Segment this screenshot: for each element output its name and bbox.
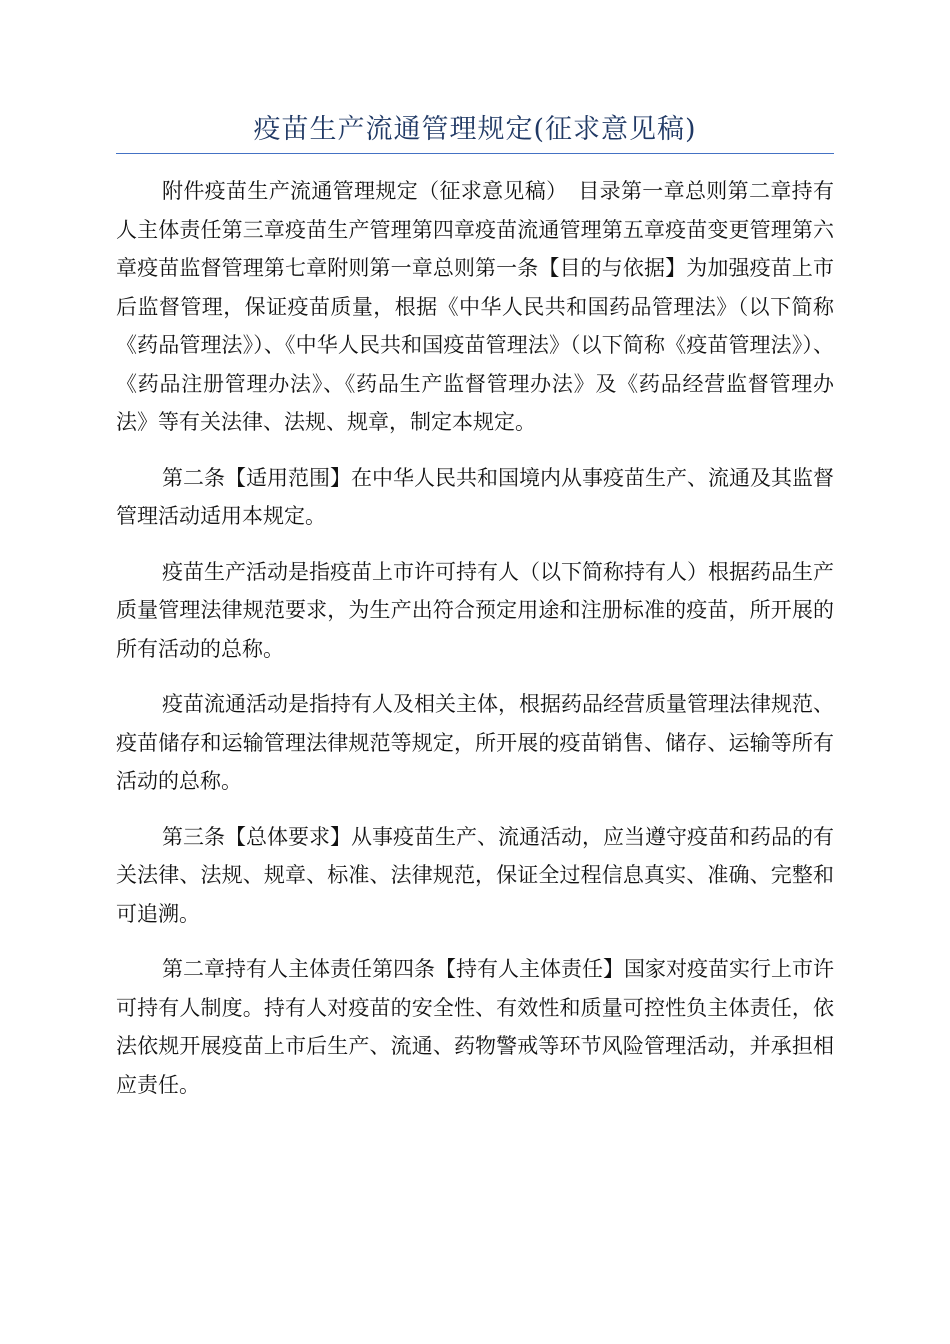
paragraph-4: 疫苗流通活动是指持有人及相关主体，根据药品经营质量管理法律规范、疫苗储存和运输管理法律规范等规定，所开展的疫苗销售、储存、运输等所有活动的总称。 bbox=[116, 692, 834, 793]
title-underline bbox=[116, 153, 834, 154]
paragraph-1: 附件疫苗生产流通管理规定（征求意见稿） 目录第一章总则第二章持有人主体责任第三章疫苗生产管理第四章疫苗流通管理第五章疫苗变更管理第六章疫苗监督管理第七章附则第一章总则第一条【目的与依据】为加强疫苗上市后监督管理，保证疫苗质量，根据《中华人民共和国药品管理法》（以下简称《药品管理法》）、《中华人民共和国疫苗管理法》（以下简称《疫苗管理法》）、《药品注册管理办法》、《药品生产监督管理办法》及《药品经营监督管理办法》等有关法律、法规、规章，制定本规定。 bbox=[116, 179, 834, 434]
document-title: 疫苗生产流通管理规定(征求意见稿) bbox=[253, 114, 697, 145]
document-body bbox=[116, 172, 834, 1121]
paragraph-6: 第二章持有人主体责任第四条【持有人主体责任】国家对疫苗实行上市许可持有人制度。持有人对疫苗的安全性、有效性和质量可控性负主体责任，依法依规开展疫苗上市后生产、流通、药物警戒等环节风险管理活动，并承担相应责任。 bbox=[116, 957, 834, 1097]
paragraph-3: 疫苗生产活动是指疫苗上市许可持有人（以下简称持有人）根据药品生产质量管理法律规范要求，为生产出符合预定用途和注册标准的疫苗，所开展的所有活动的总称。 bbox=[116, 559, 834, 661]
paragraph-2: 第二条【适用范围】在中华人民共和国境内从事疫苗生产、流通及其监督管理活动适用本规定。 bbox=[116, 465, 834, 528]
paragraph-5: 第三条【总体要求】从事疫苗生产、流通活动，应当遵守疫苗和药品的有关法律、法规、规章、标准、法律规范，保证全过程信息真实、准确、完整和可追溯。 bbox=[116, 824, 834, 926]
